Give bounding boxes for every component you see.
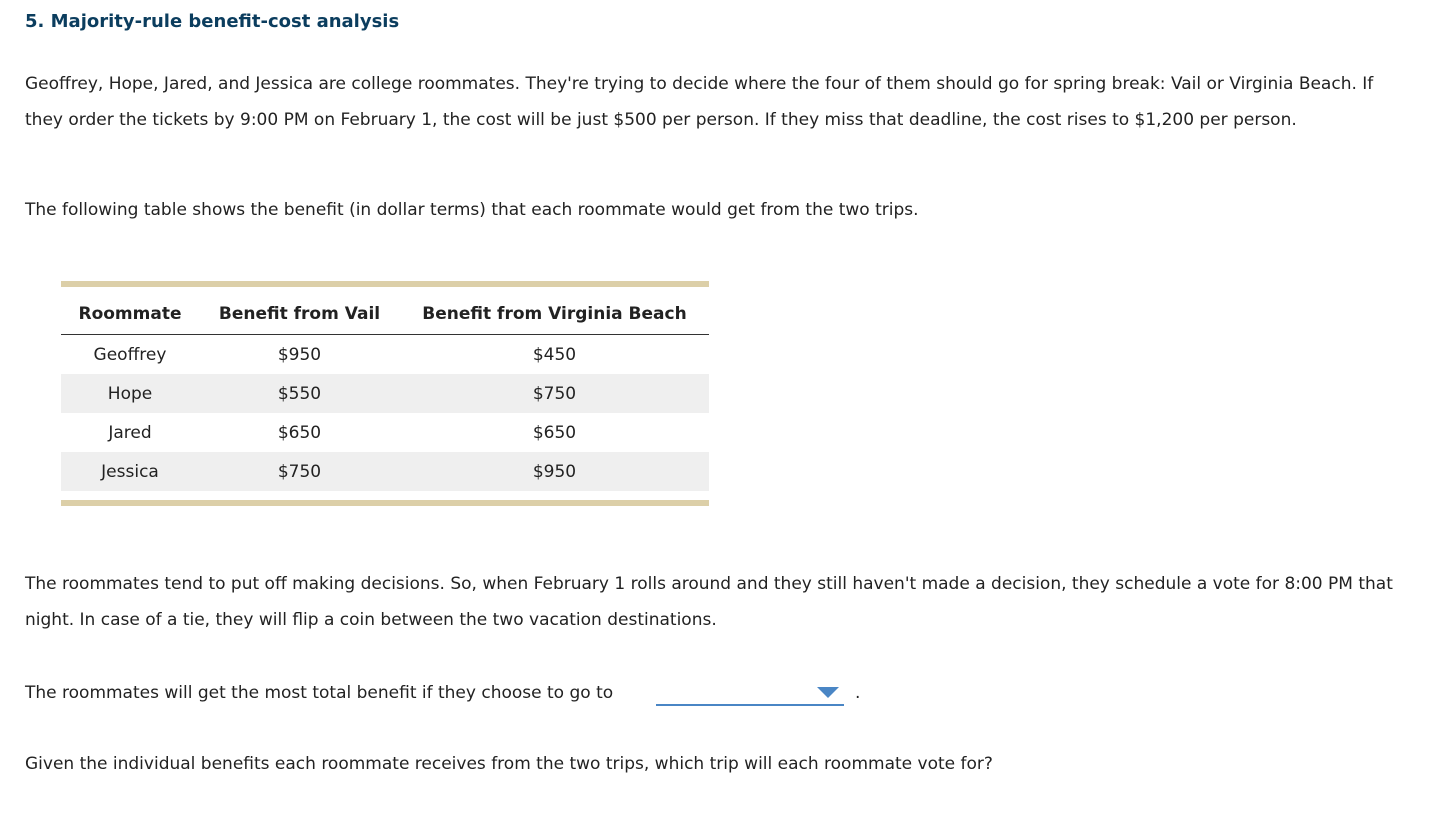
benefit-table	[61, 281, 709, 506]
benefit-vail: $550	[199, 374, 400, 413]
total-benefit-prompt: The roommates will get the most total benefit if they choose to go to	[25, 683, 614, 703]
header-benefit-virginia-beach: Benefit from Virginia Beach	[400, 287, 709, 335]
table-intro-paragraph: The following table shows the benefit (in dollar terms) that each roommate would get from the two trips.	[25, 200, 919, 220]
table-row	[61, 335, 709, 375]
table-row	[61, 413, 709, 452]
benefit-virginia-beach: $950	[400, 452, 709, 491]
benefit-vail: $950	[277, 344, 322, 365]
benefit-virginia-beach: $650	[532, 422, 577, 443]
intro-paragraph: Geoffrey, Hope, Jared, and Jessica are college roommates. They're trying to decide where the four of them should go for spring break: Vail or Virginia Beach. If they order the tickets by 9:00 PM on February 1, the cost will be just $500 per person. If they miss that deadline, the cost rises to $1,200 per person.	[25, 74, 1374, 130]
question-title: 5. Majority-rule benefit-cost analysis	[25, 11, 400, 32]
benefit-virginia-beach: $750	[400, 374, 709, 413]
roommate-name: Jared	[108, 422, 152, 443]
destination-dropdown[interactable]	[656, 683, 844, 706]
benefit-virginia-beach: $450	[532, 344, 577, 365]
table-row	[61, 452, 709, 491]
header-benefit-vail: Benefit from Vail	[199, 287, 400, 335]
caret-down-icon	[817, 687, 839, 698]
roommate-name: Geoffrey	[93, 344, 167, 365]
benefit-vail: $750	[199, 452, 400, 491]
roommate-name: Hope	[61, 374, 199, 413]
table-row	[61, 374, 709, 413]
table-header-row	[61, 287, 709, 335]
vote-paragraph: The roommates tend to put off making decisions. So, when February 1 rolls around and they still haven't made a decision, they schedule a vote for 8:00 PM that night. In case of a tie, they will flip a coin between the two vacation destinations.	[25, 574, 1393, 630]
individual-vote-prompt: Given the individual benefits each roommate receives from the two trips, which trip will each roommate vote for?	[25, 754, 993, 774]
header-roommate: Roommate	[61, 287, 199, 335]
benefit-vail: $650	[277, 422, 322, 443]
trailing-period: .	[855, 683, 861, 703]
table-bottom-rule	[61, 500, 709, 506]
roommate-name: Jessica	[61, 452, 199, 491]
